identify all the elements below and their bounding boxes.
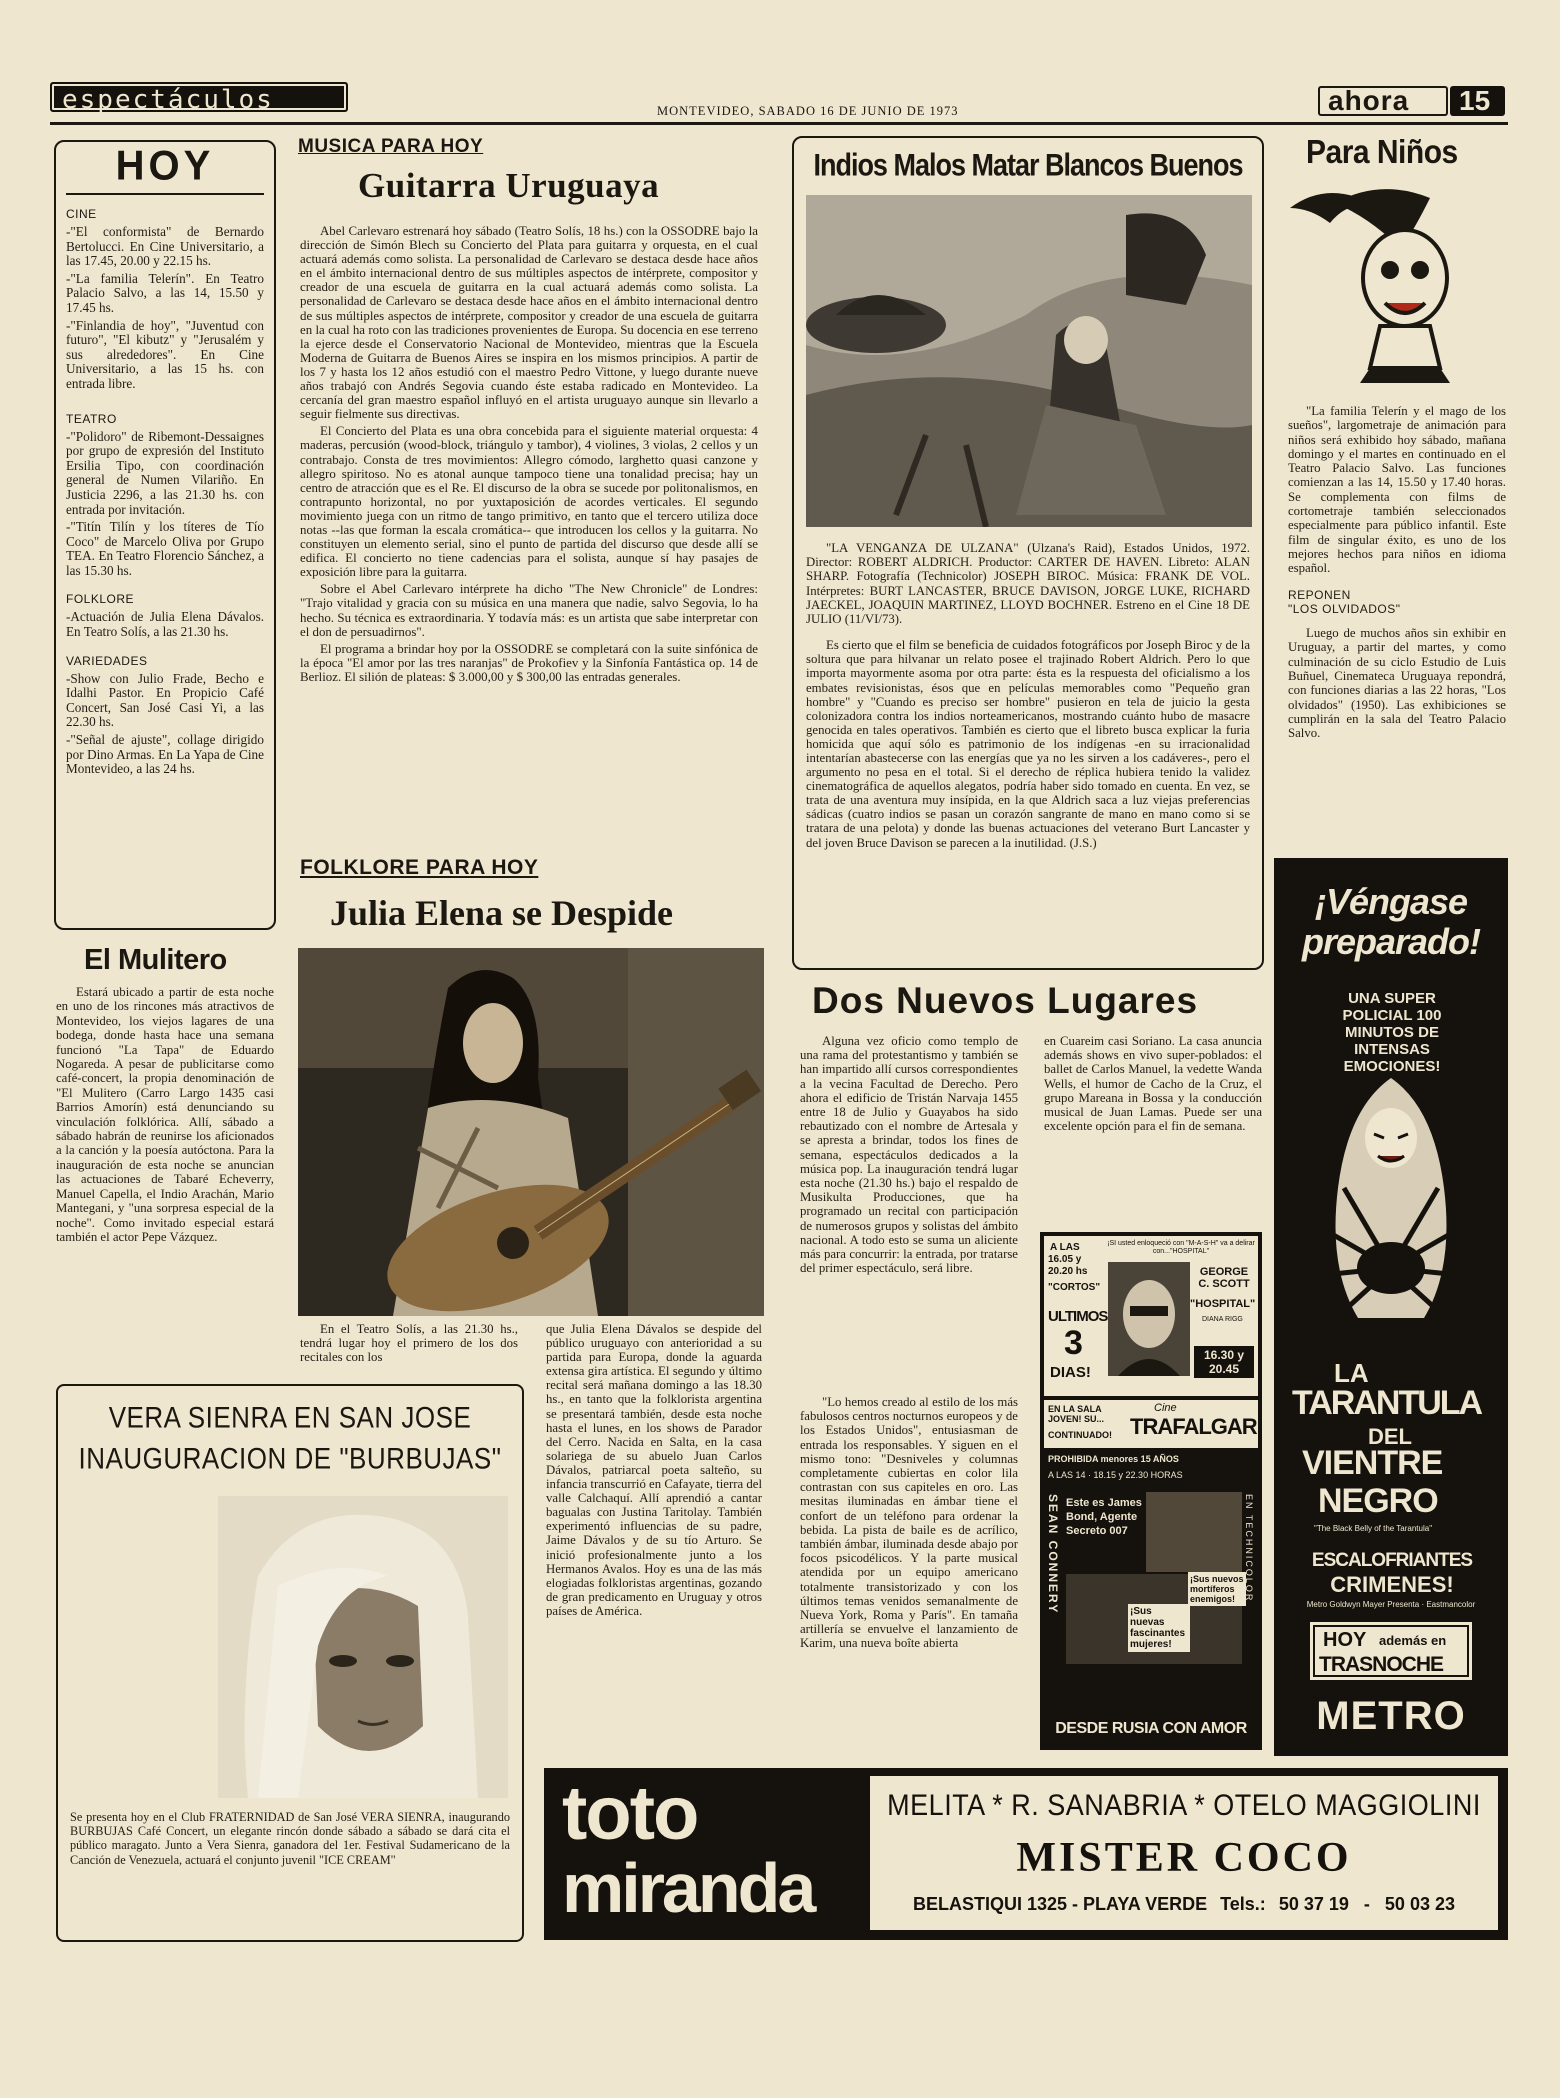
metro-tarantula: TARANTULA	[1292, 1384, 1482, 1422]
tarantula-illustration	[1284, 1068, 1498, 1358]
metro-negro: NEGRO	[1318, 1482, 1438, 1520]
metro-del: DEL	[1368, 1424, 1412, 1449]
metro-ad	[1274, 858, 1508, 1756]
julia-photo	[298, 948, 764, 1316]
singer-portrait	[218, 1496, 508, 1798]
ninos-illustration	[1290, 178, 1500, 388]
hoy-variedades-heading: VARIEDADES	[66, 653, 148, 668]
lugares-col2-top: en Cuareim casi Soriano. La casa anuncia además shows en vivo super-poblados: el ballet de Carlos Manuel, la vedette Wanda Wells, el humor de Cacho de la Cruz, el grupo Mareana in Bossa y la conducción musical de Juan Lamas. Puede ser una excelente opción para el fin de semana.	[1044, 1034, 1262, 1134]
metro-crimenes: CRIMENES!	[1330, 1572, 1454, 1597]
trafalgar-a-las: A LAS	[1050, 1242, 1080, 1253]
actor-portrait	[1108, 1262, 1190, 1376]
paragraph: El Concierto del Plata es una obra concebida para el siguiente material orquesta: 4 maderas, percusión (wood-block, triángulo y tambor), 4 violines, 3 violas, 2 cellos y un contrabajo. Consta de tres movimientos: Allegro cómodo, larghetto quasi canzone y allegro spiritoso. No es atonal aunque tampoco tiene una tonalidad precisa; hay un centro de atracción que es el Re. El discurso de la obra se sucede por politonalismos, en contrapunto horizontal, no por yuxtaposición de acordes verticales. El segundo movimiento juega con un ritmo de tango primitivo, en tanto que el tercero utiliza doce notas --las que forman la escala cromática-- que introducen los cellos y la guitarra. No constituyen un elemento serial, sino el punto de partida del discurso que desde allí se edifica. El concierto no tiene cadencias para el solista, aunque sí hay pasajes de exposición libre para la guitarra.	[300, 424, 758, 580]
masthead-rule	[50, 122, 1508, 125]
dateline: MONTEVIDEO, SABADO 16 DE JUNIO DE 1973	[657, 104, 959, 118]
julia-col1: En el Teatro Solís, a las 21.30 hs., tendrá lugar hoy el primero de los dos recitales con los	[300, 1322, 518, 1365]
vera-title-line2: INAUGURACION DE "BURBUJAS"	[78, 1440, 502, 1476]
indios-photo	[806, 195, 1252, 527]
mulitero-body: Estará ubicado a partir de esta noche en uno de los rincones más atractivos de Montevideo, los viejos lagares de una bodega, donde hasta hace una semana funcionó "La Tapa" de Eduardo Nogareda. A pesar de publicitarse como café-concert, la propia denominación de "El Mulitero (Carro Largo 1435 casi Barrios Amorín) está denunciando su vinculación folklórica. Allí, sábado a sábado habrán de reunirse los aficionados a la canción y la poesía autóctona. Para la inauguración de esta noche se anuncian las actuaciones de Tabaré Echeverry, Manuel Capella, el Indio Arachán, Mario Mantegani, y "una sorpresa especial de la noche". Como invitado especial estará también el actor Pepe Vázquez.	[56, 985, 274, 1244]
section-banner	[50, 82, 348, 115]
indios-title: Indios Malos Matar Blancos Buenos	[813, 147, 1243, 183]
vera-body: Se presenta hoy en el Club FRATERNIDAD de San José VERA SIENRA, inaugurando BURBUJAS Café Concert, un elegante rincón donde sábado a sábado se dará cita el público maragato. Junto a Vera Sienra, ganadora del 1er. Festival Sudamericano de la Canción de Venezuela, actuará el conjunto juvenil "ICE CREAM"	[70, 1810, 510, 1867]
toto-sep: -	[1363, 1894, 1370, 1914]
trafalgar-nuevas: ¡Sus nuevas fascinantes mujeres!	[1128, 1604, 1190, 1652]
ninos-body	[1288, 404, 1506, 744]
toto-name1: toto	[562, 1771, 698, 1856]
list-item: -"Señal de ajuste", collage dirigido por Dino Armas. En La Yapa de Cine Montevideo, a las 24 hs.	[66, 732, 264, 777]
toto-info-panel	[870, 1776, 1498, 1930]
julia-kicker: FOLKLORE PARA HOY	[300, 856, 539, 879]
paragraph: El programa a brindar hoy por la OSSODRE se completará con la suite sinfónica de la época "El amor por las tres naranjas" de Prokofiev y la Sinfonía Fantástica op. 14 de Berlioz. El silión de plateas: $ 3.000,00 y $ 300,00 las entradas generales.	[300, 641, 758, 684]
trafalgar-diana: DIANA RIGG	[1202, 1316, 1243, 1323]
julia-title: Julia Elena se Despide	[330, 893, 674, 933]
paragraph: Abel Carlevaro estrenará hoy sábado (Teatro Solís, 18 hs.) con la OSSODRE bajo la dirección de Simón Blech su Concierto del Plata para guitarra y orquesta, en el cual actuará además como solista. La personalidad de Carlevaro se destaca desde hace años en el ámbito internacional dentro de sus múltiples aspectos de intérprete, compositor y creador de una escuela de guitarra en la cual actuará además como solista. La personalidad de Carlevaro se destaca desde hace años en el ámbito internacional dentro de sus múltiples aspectos de intérprete, compositor y creador de una escuela de guitarra en la cual ha roto con las tradiciones provenientes de Europa. Su docencia en ese terreno la ejerce desde el Conservatorio Nacional de Montevideo, mientras que la Escuela Moderna de Guitarra de Buenos Aires se inspira en los mismos principios. A partir de los 7 y hasta los 12 años estudió con el maestro Pedro Vittone, y luego durante nueve años trabajó con Andrés Segovia cuando éste estaba radicado en Montevideo. La cercanía del gran maestro español influyó en el artista uruguayo aunque sin llevarlo a seguir fielmente sus directivas.	[300, 224, 758, 422]
toto-phone2: 50 03 23	[1384, 1894, 1455, 1914]
trafalgar-bond: Este es James Bond, Agente Secreto 007	[1066, 1497, 1142, 1537]
julia-col2: que Julia Elena Dávalos se despide del público uruguayo con anterioridad a su partida para Europa, donde la aguarda extensa gira artística. El segundo y último recital será mañana domingo a las 18.30 hs., en tanto que la folklorista argentina se presentará también, desde esta noche hasta el lunes, en los shows de Parador del Cerro. Nacida en Salta, en la casa solariega de su abuelo Juan Carlos Dávalos, patriarcal poeta salteño, su infancia transcurrió en Cafayate, tierra del valle Calchaquí. Allí aprendió a cantar bagualas con Justina Taritolay. También experimentó influencias de su padre, Jaime Dávalos y de su tío Arturo. Se inició profesionalmente junto a los Hermanos Avalos. Hoy es una de las más elogiadas folkloristas argentinas, gozando de gran predicamento en Uruguay y otros países de América.	[546, 1322, 763, 1618]
trafalgar-sala: EN LA SALA JOVEN! SU...	[1048, 1404, 1105, 1424]
trafalgar-prohibida: PROHIBIDA menores 15 AÑOS	[1048, 1454, 1179, 1464]
trafalgar-portrait	[1108, 1262, 1190, 1376]
hoy-title: HOY	[115, 142, 215, 190]
section-name: espectáculos	[62, 85, 274, 115]
toto-address-line	[870, 1894, 1498, 1915]
metro-vengase: ¡Véngase preparado!	[1301, 881, 1481, 962]
metro-subtitle: "The Black Belly of the Tarantula"	[1314, 1524, 1433, 1533]
paper-name: ahora	[1328, 85, 1410, 116]
hoy-cine-heading: CINE	[66, 207, 97, 221]
guitarra-title: Guitarra Uruguaya	[358, 166, 660, 205]
list-item: -Actuación de Julia Elena Dávalos. En Teatro Solís, a las 21.30 hs.	[66, 609, 264, 640]
indios-caption: "LA VENGANZA DE ULZANA" (Ulzana's Raid), Estados Unidos, 1972. Director: ROBERT ALDRICH. Productor: CARTER DE HAVEN. Libreto: ALAN SHARP. Fotografía (Technicolor) JOSEPH BIROC. Música: FRANK DE VOL. Intérpretes: BURT LANCASTER, BRUCE DAVISON, JORGE LUKE, RICHARD JAECKEL, JOAQUIN MARTINEZ, LLOYD BOCHNER. Estreno en el Cine 18 DE JULIO (11/VI/73).	[806, 541, 1250, 627]
trafalgar-vertical-left: SEAN CONNERY	[1046, 1494, 1060, 1615]
hoy-rule	[66, 193, 264, 195]
mulitero-title: El Mulitero	[84, 944, 227, 976]
trafalgar-cine: Cine	[1154, 1402, 1177, 1414]
trafalgar-hours: A LAS 14 · 18.15 y 22.30 HORAS	[1048, 1470, 1183, 1480]
list-item: -"Finlandia de hoy", "Juventud con futuro", "El kibutz" y "Jerusalém y sus alrededores". En Cine Universitario, a las 15 hs. con entrada libre.	[66, 317, 264, 391]
hoy-variedades-list	[66, 672, 264, 777]
page-number-box	[1450, 86, 1505, 116]
metro-ademas: además en	[1379, 1633, 1447, 1648]
toto-ad	[544, 1768, 1508, 1940]
western-scene-photo	[806, 195, 1252, 527]
list-item: -Show con Julio Frade, Becho e Idalhi Pastor. En Propicio Café Concert, San José Casi Yi, a las 22.30 hs.	[66, 670, 264, 730]
toto-address: BELASTIQUI 1325 - PLAYA VERDE	[913, 1894, 1208, 1914]
hoy-box	[54, 140, 276, 930]
trafalgar-mash: ¡SI usted enloqueció con "M-A-S-H" va a delirar con..."HOSPITAL"	[1107, 1240, 1255, 1255]
vera-photo	[218, 1496, 508, 1798]
olvidados-label: "LOS OLVIDADOS"	[1288, 601, 1401, 616]
vera-box	[56, 1384, 524, 1942]
indios-box	[792, 136, 1264, 970]
guitarra-kicker: MUSICA PARA HOY	[298, 136, 484, 157]
list-item: -"Polidoro" de Ribemont-Dessaignes por grupo de expresión del Instituto Ersilia Tipo, con coordinación general de Numen Vilariño. En Justicia 2296, a las 21.30 hs. con entrada por invitación.	[66, 428, 264, 517]
toto-phone1: 50 37 19	[1278, 1894, 1349, 1914]
trafalgar-poster-art	[1146, 1492, 1242, 1572]
toto-tels: Tels.:	[1220, 1894, 1266, 1914]
metro-trasnoche-box	[1310, 1622, 1472, 1680]
page-number: 15	[1459, 85, 1491, 116]
lugares-col1	[800, 1034, 1018, 1278]
trafalgar-dias: DIAS!	[1050, 1364, 1091, 1381]
paper-logo	[1318, 86, 1448, 116]
ninos-title: Para Niños	[1306, 134, 1458, 171]
vera-title-line1: VERA SIENRA EN SAN JOSE	[108, 1399, 472, 1435]
metro-hoy: HOY	[1323, 1629, 1367, 1651]
paragraph: "La familia Telerín y el mago de los sueños", largometraje de animación para niños será exhibido hoy sábado, mañana domingo y el martes en continuado en el Teatro Palacio Salvo. Las funciones comienzan a las 14, 15.50 y 17.40 horas. Se complementa con films de cortometraje también seleccionados especialmente para público infantil. Este film de singular éxito, es uno de los mejores hechos para niños en idioma español.	[1288, 404, 1506, 576]
trafalgar-tres: 3	[1064, 1324, 1083, 1362]
lugares-col1-cont: "Lo hemos creado al estilo de los más fabulosos centros nocturnos europeos y de los Estados Unidos", entusiasman de entrada los responsables. Y siguen en el mismo tono: "Desniveles y columnas completamente cubiertas en color lila contrastan con sus capiteles en oro. Las mesitas iluminadas en ámbar tiene el confort de un teléfono para ordenar la bebida. La pista de baile es de acrílico, también ámbar, iluminada desde abajo por focos psicodélicos. Y la parte musical atendida por un equipo americano totalmente transistorizado y con los últimos temas venidos semanalmente de Nueva York, Roma y París". En tamaña artillería se envuelve el lanzamiento de Karim, una nueva boîte abierta	[800, 1395, 1018, 1651]
toto-venue: MISTER COCO	[1016, 1835, 1352, 1881]
trafalgar-times: 16.05 y 20.20 hs	[1048, 1254, 1088, 1277]
metro-credits: Metro Goldwyn Mayer Presenta · Eastmancolor	[1306, 1600, 1476, 1609]
toto-cast: MELITA * R. SANABRIA * OTELO MAGGIOLINI	[887, 1788, 1481, 1822]
hoy-teatro-list	[66, 430, 264, 579]
trafalgar-ultimos: ULTIMOS	[1048, 1308, 1108, 1325]
metro-vientre: VIENTRE	[1302, 1444, 1443, 1482]
trafalgar-mortiferos: ¡Sus nuevos mortíferos enemigos!	[1188, 1572, 1246, 1606]
metro-trasnoche: TRASNOCHE	[1319, 1653, 1444, 1676]
metro-la: LA	[1334, 1358, 1369, 1388]
guitarra-body	[300, 224, 758, 687]
paragraph: Luego de muchos años sin exhibir en Uruguay, a partir del martes, y como culminación de su ciclo Estudio de Luis Buñuel, Cinemateca Uruguaya repondrá, con funciones diarias a las 22 horas, "Los olvidados" (1950). Las exhibiciones se cumplirán en la sala del Teatro Palacio Salvo.	[1288, 626, 1506, 741]
metro-escalo: ESCALOFRIANTES	[1311, 1550, 1473, 1571]
trafalgar-times2: 16.30 y 20.45	[1194, 1346, 1254, 1378]
trafalgar-name: TRAFALGAR	[1130, 1414, 1257, 1439]
hoy-folklore-list	[66, 610, 264, 639]
paragraph: Sobre el Abel Carlevaro intérprete ha dicho "The New Chronicle" de Londres: "Trajo vitalidad y gracia con su música en una manera que nadie, salvo Segovia, lo ha hecho. Su técnica es extraordinaria. Y todavía más: es un artista que sabe interpretar con el don de persuadirnos".	[300, 582, 758, 639]
cartoon-character-illustration	[1290, 178, 1500, 388]
hoy-folklore-heading: FOLKLORE	[66, 592, 135, 607]
trafalgar-desde: DESDE RUSIA CON AMOR	[1055, 1720, 1247, 1737]
trafalgar-vertical-right: EN TECHNICOLOR	[1244, 1494, 1254, 1603]
trafalgar-film: "HOSPITAL"	[1190, 1298, 1256, 1310]
trafalgar-top-panel	[1044, 1236, 1258, 1396]
list-item: -"Titín Tilín y los títeres de Tío Coco" de Marcelo Oliva por Grupo TEA. En Teatro Florencio Sánchez, a las 15.30 hs.	[66, 519, 264, 578]
trafalgar-star: GEORGE C. SCOTT	[1198, 1266, 1250, 1290]
indios-body: Es cierto que el film se beneficia de cuidados fotográficos por Joseph Biroc y de la soltura que para hilvanar un relato posee el trajinado Robert Aldrich. Pero lo que importa mayormente asoma por otra parte: ésta es la respuesta del oficialismo a los embates revisionistas, ésos que en películas memorables como "Pequeño gran hombre" y "Cuando es preciso ser hombre" pusieron en tela de juicio la gesta colonizadora contra los indios norteamericanos, mostrando cuánto hubo de masacre genocida en tales operativos. También es cierto que el libreto busca explicar la furia homicida que aquí sólo es patrimonio de los indígenas -en su irracionalidad intentarían abastecerse con las energías que ya no les sirven a los cadáveres-, pero el argumento no pesa en el total. Si el derecho de réplica hubiera tenido la validez cinematográfica de aquellos alegatos, podría haber sido tomado en cuenta. En vez, se trata de una aventura muy insípida, en la que Aldrich saca a luz viejas preferencias sádicas (cuatro indios se pasan un corazón sangrante de mano en mano como si se tratara de una pelota) y donde las buenas actuaciones del veterano Burt Lancaster y del joven Bruce Davison se parecen a la inutilidad. (J.S.)	[806, 638, 1250, 850]
trafalgar-mid-panel	[1044, 1400, 1258, 1448]
hoy-cine-list	[66, 225, 264, 392]
toto-name2: miranda	[562, 1849, 814, 1927]
trafalgar-ad	[1040, 1232, 1262, 1750]
trafalgar-continuado: CONTINUADO!	[1048, 1430, 1112, 1440]
list-item: -"El conformista" de Bernardo Bertolucci. En Cine Universitario, a las 17.45, 20.00 y 22.15 hs.	[66, 224, 264, 269]
hoy-teatro-heading: TEATRO	[66, 411, 117, 426]
reponen-label: REPONEN	[1288, 587, 1351, 602]
trafalgar-cortos: "CORTOS"	[1048, 1282, 1101, 1293]
lugares-title: Dos Nuevos Lugares	[812, 980, 1199, 1021]
metro-policial: UNA SUPER POLICIAL 100 MINUTOS DE INTENSAS EMOCIONES!	[1342, 990, 1442, 1075]
metro-name: METRO	[1316, 1694, 1466, 1738]
list-item: -"La familia Telerín". En Teatro Palacio Salvo, a las 14, 15.50 y 17.45 hs.	[66, 270, 264, 315]
guitarist-illustration	[298, 948, 764, 1316]
paragraph: Alguna vez oficio como templo de una rama del protestantismo y también se han impartido allí cursos correspondientes a la vecina Facultad de Derecho. Pero ahora el edificio de Tristán Narvaja 1455 entre 18 de Julio y Guayabos ha sido rebautizado con el nombre de Artesala y se apresta a brindar, todos los fines de semana, espectáculos dedicados a la música pop. La inauguración tendrá lugar esta noche (21.30 hs.) bajo el respaldo de Musikulta Producciones, que ha programado un recital con participación de numerosos grupos y solistas del ámbito nacional. A todo esto se suma un aliciente más para concurrir: la entrada, por tratarse del primer espectáculo, será libre.	[800, 1034, 1018, 1276]
